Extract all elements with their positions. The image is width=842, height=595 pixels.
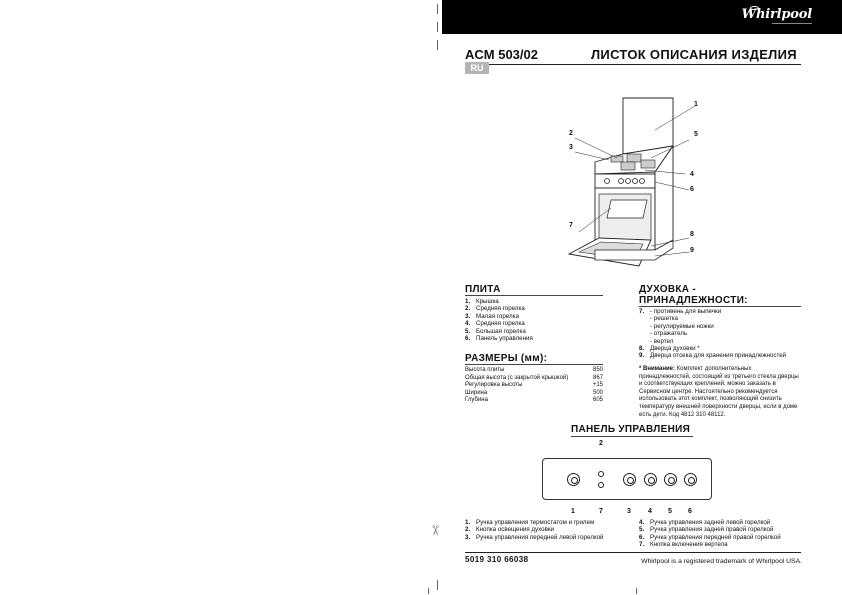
brand-logo: Whirlpool [741, 7, 812, 22]
list-item: - отражатель [650, 330, 688, 338]
cut-mark [428, 588, 429, 594]
section-title-razmery: РАЗМЕРЫ (мм): [465, 353, 548, 364]
list-item: 2. Средняя горелка [465, 305, 525, 313]
list-item: 2. Кнопка освещения духовки [465, 526, 555, 534]
model-number: ACM 503/02 [465, 47, 538, 62]
logo-underline [772, 23, 812, 24]
dimensions-table [465, 367, 603, 405]
section-title-panel: ПАНЕЛЬ УПРАВЛЕНИЯ [571, 424, 691, 435]
panel-label: 5 [668, 508, 672, 515]
list-item: 3. Ручка управления передней левой горелкой [465, 533, 604, 541]
callout-9: 9 [690, 247, 694, 254]
list-item: 4. Ручка управления задней левой горелкой [639, 519, 771, 526]
trademark-notice: Whirlpool is a registered trademark of Whirlpool USA. [641, 558, 802, 565]
note-label: * Внимание: [639, 366, 675, 372]
fold-mark [437, 22, 438, 32]
scissors-icon: ✂ [427, 524, 444, 537]
duhovka-list [639, 308, 786, 360]
burner-knob-icon [664, 473, 677, 486]
page-title: ЛИСТОК ОПИСАНИЯ ИЗДЕЛИЯ [591, 47, 797, 62]
burner-knob-icon [623, 473, 636, 486]
control-panel-diagram [542, 458, 712, 500]
table-row: Общая высота (с закрытой крышкой) 867 [465, 374, 603, 381]
callout-8: 8 [690, 231, 694, 238]
callout-7: 7 [569, 222, 573, 229]
table-row: Ширина 500 [465, 389, 603, 396]
note-text: Комплект дополнительных принадлежностей, состоящий из третьего стекла дверцы и соответствующих креплений, можно заказать в Сервисном центре. Настоятельно рекомендуется использовать этот комплект, позволяющий снизить температуру внешней поверхности дверцы, если в доме есть дети. Код 4812 310 48112. [639, 366, 799, 418]
list-item: 5. Большая горелка [465, 327, 526, 335]
callout-1: 1 [694, 101, 698, 108]
list-item: 1. Ручка управления термостатом и грилем [465, 519, 595, 526]
section-divider [571, 436, 693, 437]
section-title-duhovka: ДУХОВКА - [639, 284, 697, 295]
list-item: - регулируемые ножки [650, 322, 714, 330]
document-code: 5019 310 66038 [465, 555, 529, 564]
list-item: 8. Дверца духовки * [639, 345, 700, 353]
panel-list-left [465, 519, 604, 541]
list-item: - решетка [650, 315, 678, 323]
section-divider [465, 364, 603, 365]
list-item: 7. Кнопка включения вертела [639, 541, 728, 549]
list-item: 4. Средняя горелка [465, 320, 525, 328]
table-row: Глубина 605 [465, 397, 603, 404]
list-item: - вертел [650, 337, 674, 345]
callout-4: 4 [690, 171, 694, 178]
list-item: 6. Панель управления [465, 335, 533, 343]
fold-mark [437, 4, 438, 14]
section-title-plita: ПЛИТА [465, 284, 501, 295]
list-item: 1. Крышка [465, 298, 499, 305]
section-divider [465, 295, 603, 296]
callout-3: 3 [569, 144, 573, 151]
language-badge: RU [465, 62, 489, 74]
footer-divider [465, 552, 801, 553]
list-item: 7. - противень для выпечки [639, 308, 722, 315]
table-row: Регулировка высоты +15 [465, 382, 603, 389]
panel-label-top: 2 [599, 440, 603, 447]
callout-5: 5 [694, 131, 698, 138]
panel-label: 3 [627, 508, 631, 515]
section-divider [639, 306, 801, 307]
table-row: Высота плиты 850 [465, 367, 603, 373]
brand-header [442, 0, 842, 34]
accessory-note [639, 366, 801, 419]
burner-knob-icon [644, 473, 657, 486]
callout-6: 6 [690, 186, 694, 193]
list-item: 9. Дверца отсека для хранения принадлежностей [639, 352, 787, 360]
fold-mark [437, 40, 438, 50]
cut-mark [636, 588, 637, 594]
panel-label: 4 [648, 508, 652, 515]
burner-knob-icon [684, 473, 697, 486]
callout-2: 2 [569, 130, 573, 137]
panel-label: 7 [599, 508, 603, 515]
panel-list-right [639, 519, 781, 549]
fold-mark [437, 580, 438, 590]
thermostat-knob-icon [567, 473, 580, 486]
panel-label: 6 [688, 508, 692, 515]
list-item: 6. Ручка управления передней правой горелкой [639, 533, 781, 541]
plita-list [465, 298, 533, 342]
rotisserie-button-icon [598, 482, 604, 488]
section-title-duhovka-2: ПРИНАДЛЕЖНОСТИ: [639, 295, 748, 306]
light-button-icon [598, 471, 604, 477]
panel-label: 1 [571, 508, 575, 515]
title-divider [465, 64, 801, 65]
list-item: 5. Ручка управления задней правой горелкой [639, 526, 774, 534]
list-item: 3. Малая горелка [465, 312, 519, 320]
